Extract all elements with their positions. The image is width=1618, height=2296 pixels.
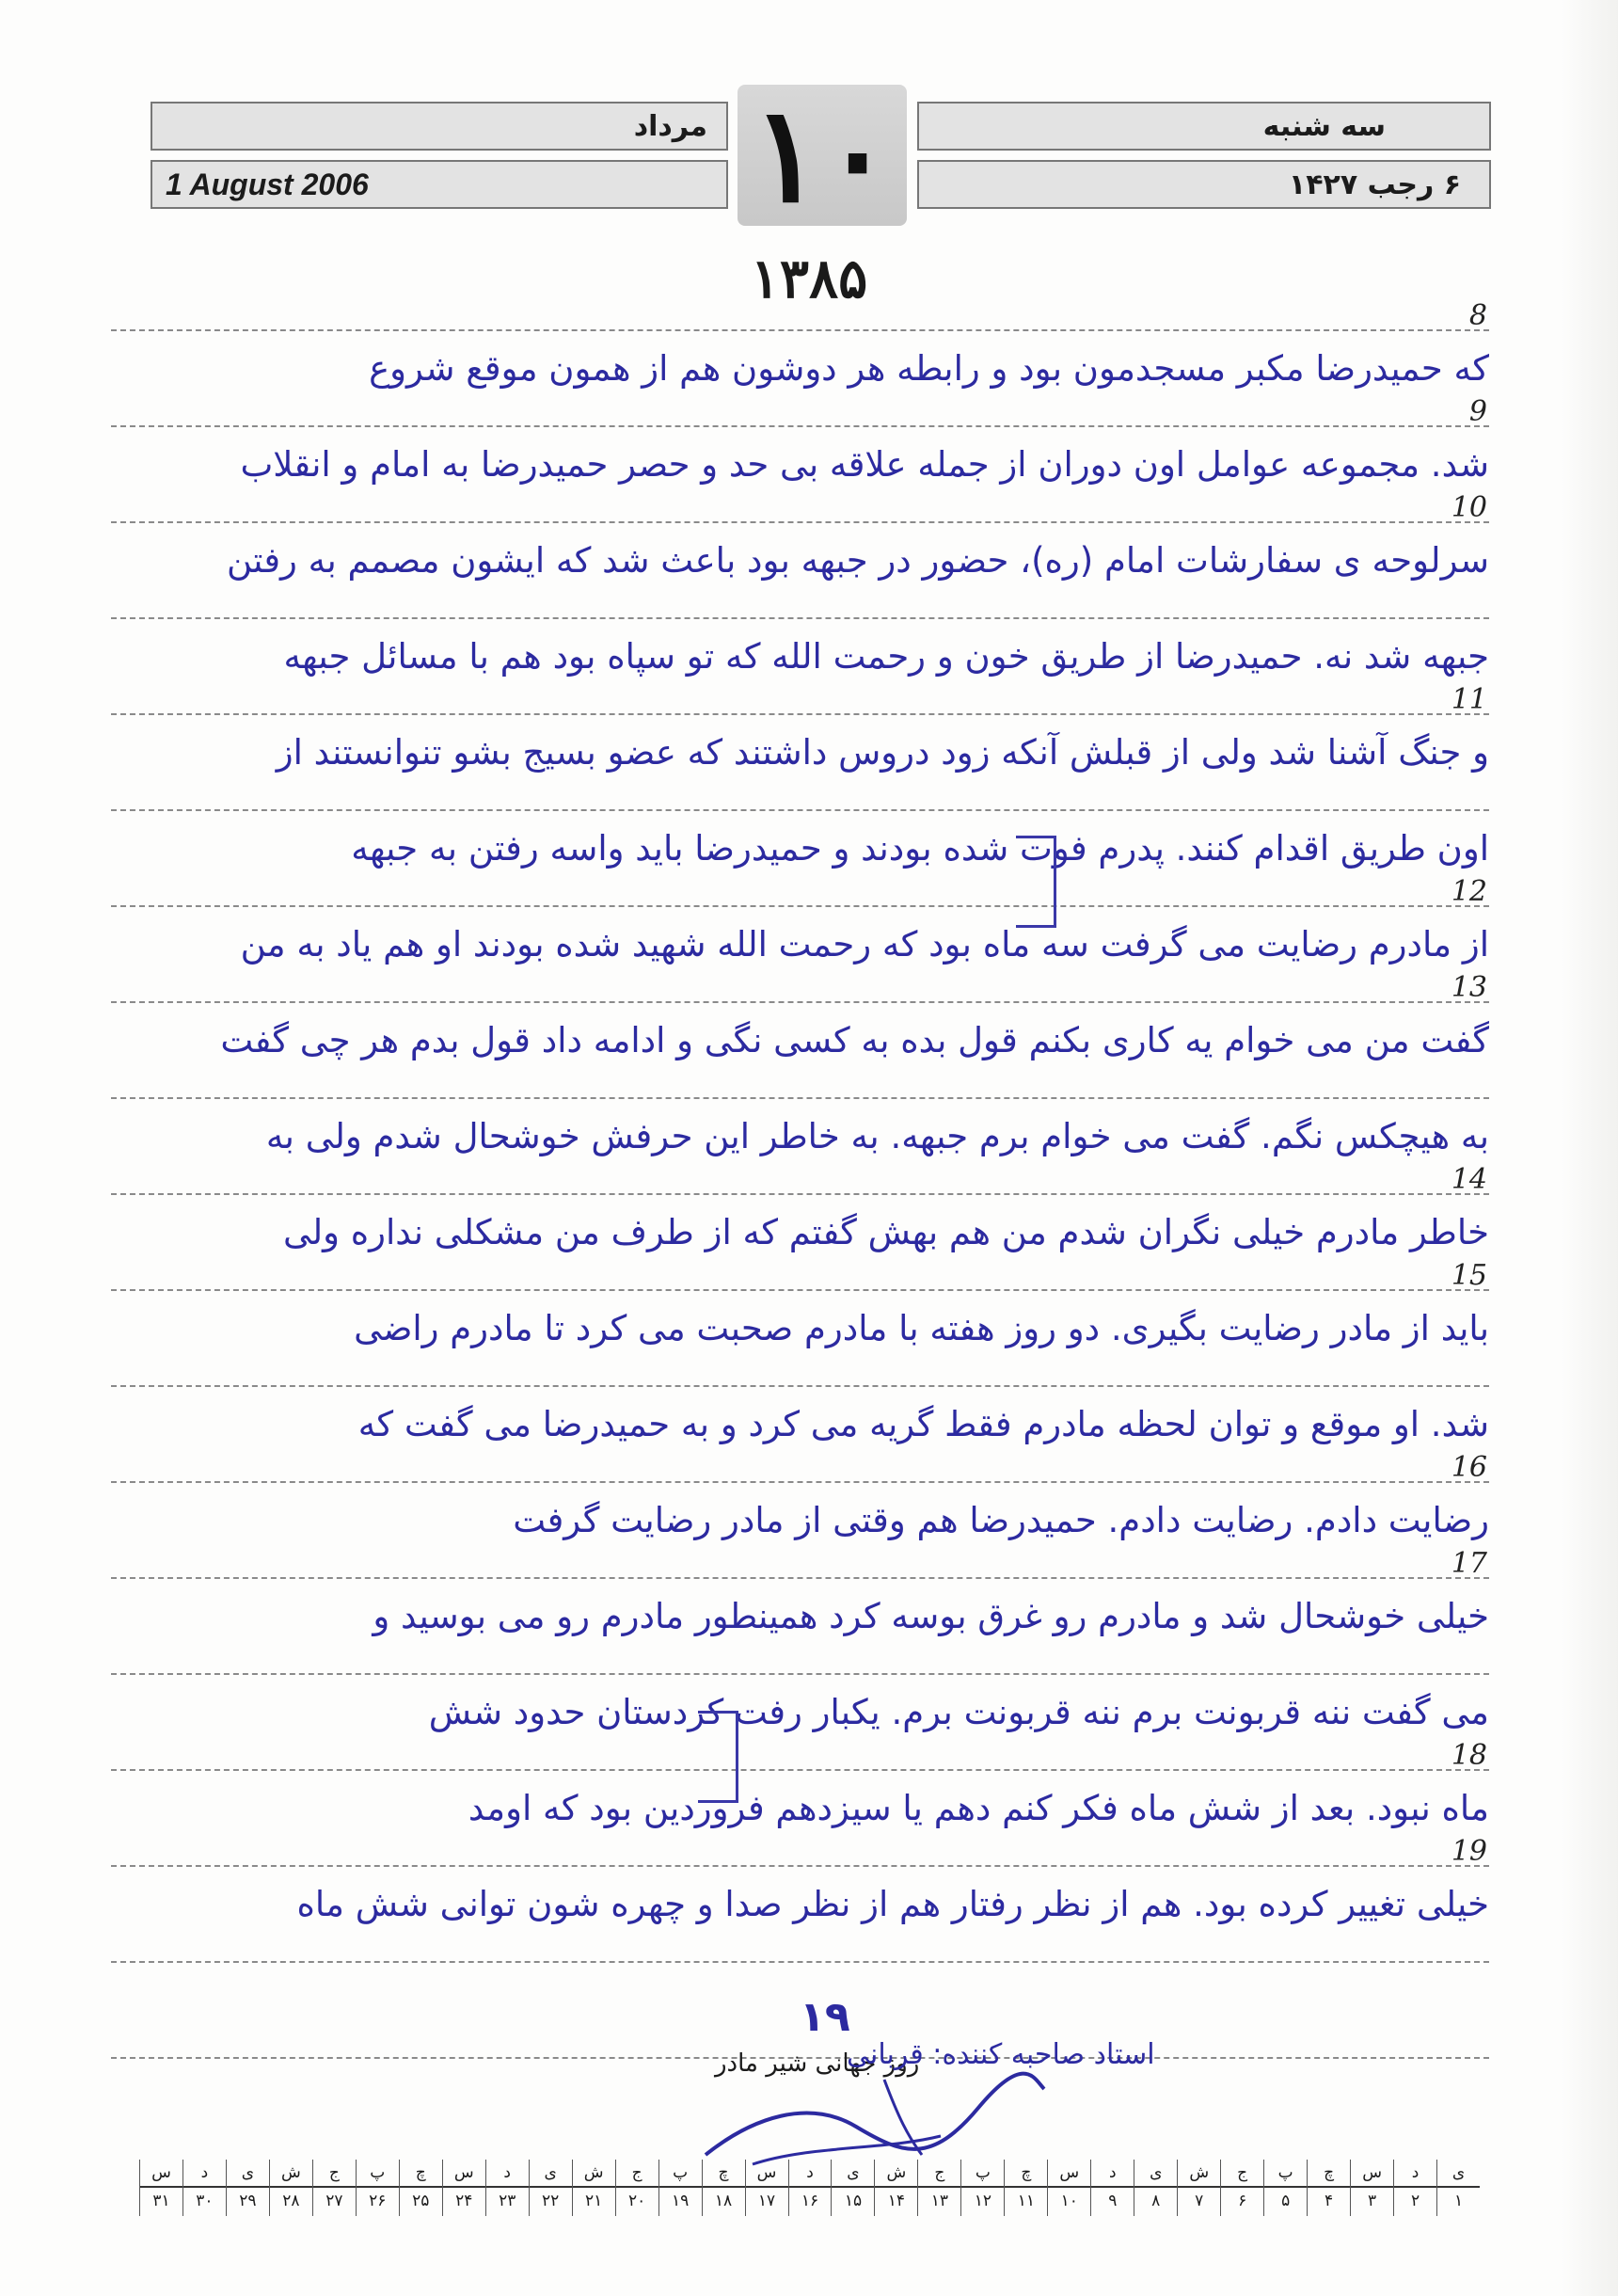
- line-number: 18: [1451, 1739, 1487, 1772]
- day-strip-weekday: د: [806, 2163, 814, 2182]
- ruled-line: [111, 1865, 1489, 1867]
- day-strip-day: ۲۶: [357, 2186, 399, 2214]
- day-strip-weekday: پ: [370, 2163, 386, 2182]
- day-strip-weekday: ی: [1150, 2163, 1163, 2182]
- day-strip-cell: [269, 2160, 312, 2216]
- handwritten-line: به هیچکس نگم. گفت می خوام برم جبهه. به خاطر این حرفش خوشحال شدم ولی به: [265, 1116, 1489, 1156]
- day-strip-weekday: پ: [975, 2163, 991, 2182]
- day-strip-day: ۸: [1134, 2186, 1177, 2214]
- ruled-line: [111, 1001, 1489, 1003]
- day-strip-day: ۱۶: [789, 2186, 832, 2214]
- hand-drawn-bracket: [698, 1711, 738, 1803]
- day-strip-cell: [356, 2160, 399, 2216]
- line-number: 11: [1451, 683, 1487, 716]
- handwritten-line: جبهه شد نه. حمیدرضا از طریق خون و رحمت الله که تو سپاه بود هم با مسائل جبهه: [283, 636, 1489, 677]
- weekday: سه شنبه: [1262, 109, 1386, 143]
- day-strip-day: ۳۰: [183, 2186, 226, 2214]
- day-strip-day: ۴: [1308, 2186, 1350, 2214]
- line-number: 17: [1451, 1547, 1487, 1580]
- line-number: 16: [1451, 1451, 1487, 1484]
- day-strip-cell: [658, 2160, 702, 2216]
- day-strip-day: ۱: [1437, 2186, 1480, 2214]
- ruled-line: [111, 1193, 1489, 1195]
- day-strip-day: ۱۸: [703, 2186, 745, 2214]
- day-strip-weekday: ش: [583, 2163, 604, 2182]
- day-strip-day: ۲۲: [530, 2186, 572, 2214]
- day-strip-weekday: ج: [1237, 2163, 1248, 2182]
- handwritten-line: سرلوحه ی سفارشات امام (ره)، حضور در جبهه بود باعث شد که ایشون مصمم به رفتن: [227, 540, 1489, 581]
- day-strip-day: ۲۵: [400, 2186, 442, 2214]
- day-strip-day: ۱۳: [918, 2186, 960, 2214]
- day-strip-weekday: ی: [544, 2163, 557, 2182]
- day-strip-weekday: د: [1411, 2163, 1420, 2182]
- ruled-line: [111, 617, 1489, 619]
- ruled-line: [111, 1577, 1489, 1579]
- ruled-writing-area: [111, 299, 1489, 1985]
- interviewer-signature-text: استاد صاحبه کننده: قربانی: [847, 2038, 1155, 2071]
- gregorian-date: 1 August 2006: [166, 167, 369, 201]
- handwritten-line: شد. مجموعه عوامل اون دوران از جمله علاقه بی حد و حصر حمیدرضا به امام و انقلاب: [240, 444, 1489, 485]
- day-strip-cell: [1436, 2160, 1480, 2216]
- handwritten-line: شد. او موقع و توان لحظه مادرم فقط گریه می کرد و به حمیدرضا می گفت که: [357, 1404, 1489, 1444]
- day-strip-weekday: د: [200, 2163, 209, 2182]
- day-strip-weekday: ی: [1451, 2163, 1466, 2182]
- handwritten-line: که حمیدرضا مکبر مسجدمون بود و رابطه هر دوشون هم از همون موقع شروع: [369, 348, 1489, 389]
- day-strip-cell: [874, 2160, 917, 2216]
- day-strip-weekday: س: [756, 2163, 777, 2182]
- day-strip-cell: [1350, 2160, 1393, 2216]
- day-strip-day: ۳: [1351, 2186, 1393, 2214]
- day-strip-day: ۲۷: [313, 2186, 356, 2214]
- day-strip-cell: [615, 2160, 658, 2216]
- day-strip-weekday: ش: [280, 2163, 301, 2182]
- ruled-line: [111, 1481, 1489, 1483]
- day-strip-day: ۱۴: [875, 2186, 917, 2214]
- handwritten-line: گفت من می خوام یه کاری بکنم قول بده به کسی نگی و ادامه داد قول بدم هر چی گفت: [220, 1020, 1489, 1060]
- line-number: 13: [1451, 971, 1487, 1004]
- day-strip-cell: [529, 2160, 572, 2216]
- day-number: ۱۰: [751, 78, 894, 232]
- day-strip-cell: [442, 2160, 485, 2216]
- line-number: 19: [1451, 1835, 1487, 1868]
- day-number-badge: [738, 78, 907, 232]
- ruled-line: [111, 809, 1489, 811]
- day-strip-cell: [960, 2160, 1004, 2216]
- day-strip-weekday: ش: [886, 2163, 907, 2182]
- day-strip-weekday: چ: [415, 2163, 426, 2182]
- handwritten-signature: [696, 2061, 1054, 2174]
- day-strip-cell: [399, 2160, 442, 2216]
- day-strip-cell: [226, 2160, 269, 2216]
- day-strip-weekday: چ: [718, 2163, 729, 2182]
- day-strip-day: ۲۳: [486, 2186, 529, 2214]
- weekday-box: [917, 102, 1491, 151]
- day-strip-day: ۵: [1264, 2186, 1307, 2214]
- day-strip-cell: [788, 2160, 832, 2216]
- ruled-line: [111, 1289, 1489, 1291]
- day-strip-cell: [1177, 2160, 1220, 2216]
- day-strip-day: ۳۱: [140, 2186, 182, 2214]
- day-strip-day: ۱۰: [1048, 2186, 1090, 2214]
- ruled-line: [111, 1769, 1489, 1771]
- day-strip-day: ۶: [1221, 2186, 1263, 2214]
- persian-month: مرداد: [633, 109, 707, 143]
- handwritten-line: خیلی خوشحال شد و مادرم رو غرق بوسه کرد همینطور مادرم رو می بوسید و: [373, 1596, 1489, 1636]
- day-strip-cell: [1134, 2160, 1177, 2216]
- line-number: 9: [1468, 395, 1487, 428]
- day-strip-cell: [702, 2160, 745, 2216]
- day-strip-weekday: س: [1059, 2163, 1080, 2182]
- ruled-line: [111, 1097, 1489, 1099]
- hijri-date-box: [917, 160, 1491, 209]
- day-strip-day: ۱۹: [659, 2186, 702, 2214]
- handwritten-line: باید از مادر رضایت بگیری. دو روز هفته با مادرم صحبت می کرد تا مادرم راضی: [354, 1308, 1489, 1348]
- ruled-line: [111, 521, 1489, 523]
- day-strip-day: ۲۹: [227, 2186, 269, 2214]
- handwritten-line: اون طریق اقدام کنند. پدرم فوت شده بودند و حمیدرضا باید واسه رفتن به جبهه: [351, 828, 1489, 869]
- day-strip-cell: [745, 2160, 788, 2216]
- day-strip-weekday: س: [453, 2163, 474, 2182]
- day-strip-day: ۲۰: [616, 2186, 658, 2214]
- day-strip-weekday: ی: [241, 2163, 255, 2182]
- ruled-line: [111, 1385, 1489, 1387]
- day-strip-weekday: د: [503, 2163, 511, 2182]
- ruled-line: [111, 713, 1489, 715]
- persian-month-box: [151, 102, 728, 151]
- hijri-date: ۶ رجب ۱۴۲۷: [1288, 167, 1461, 201]
- page-edge-shadow: [1562, 0, 1618, 2296]
- day-strip-cell: [182, 2160, 226, 2216]
- day-strip-weekday: ج: [328, 2163, 340, 2182]
- day-strip-cell: [917, 2160, 960, 2216]
- day-strip-day: ۱۵: [832, 2186, 874, 2214]
- day-strip-day: ۲۴: [443, 2186, 485, 2214]
- day-strip-day: ۲۱: [573, 2186, 615, 2214]
- day-strip-cell: [139, 2160, 182, 2216]
- day-strip-cell: [1047, 2160, 1090, 2216]
- day-strip-day: ۹: [1091, 2186, 1134, 2214]
- ruled-line: [111, 905, 1489, 907]
- month-day-strip: [139, 2160, 1480, 2216]
- day-strip-cell: [1090, 2160, 1134, 2216]
- handwritten-line: خیلی تغییر کرده بود. هم از نظر رفتار هم از نظر صدا و چهره شون توانی شش ماه: [296, 1884, 1489, 1924]
- ruled-line: [111, 329, 1489, 331]
- day-strip-cell: [1393, 2160, 1436, 2216]
- day-strip-day: ۱۷: [746, 2186, 788, 2214]
- day-strip-day: ۲۸: [270, 2186, 312, 2214]
- day-strip-day: ۷: [1178, 2186, 1220, 2214]
- hand-drawn-bracket: [1016, 836, 1056, 928]
- ruled-line: [111, 425, 1489, 427]
- day-strip-cell: [572, 2160, 615, 2216]
- page-number: ۱۹: [800, 1993, 850, 2041]
- line-number: 8: [1468, 299, 1487, 332]
- day-strip-cell: [1263, 2160, 1307, 2216]
- day-strip-weekday: ج: [631, 2163, 642, 2182]
- day-strip-cell: [485, 2160, 529, 2216]
- footer-caption: روز جهانی شیر مادر: [715, 2049, 920, 2078]
- day-strip-cell: [1004, 2160, 1047, 2216]
- day-strip-weekday: د: [1108, 2163, 1117, 2182]
- handwritten-line: می گفت ننه قربونت برم ننه قربونت برم. یکبار رفت کردستان حدود شش: [428, 1692, 1489, 1732]
- day-strip-weekday: ش: [1189, 2163, 1210, 2182]
- day-strip-weekday: س: [151, 2163, 171, 2182]
- day-strip-weekday: س: [1362, 2163, 1382, 2182]
- ruled-line: [111, 1961, 1489, 1963]
- day-strip-weekday: ج: [934, 2163, 945, 2182]
- handwritten-line: ماه نبود. بعد از شش ماه فکر کنم دهم یا سیزدهم فروردین بود که اومد: [468, 1788, 1489, 1828]
- line-number: 15: [1451, 1259, 1487, 1292]
- gregorian-date-box: [151, 160, 728, 209]
- persian-year: ۱۳۸۵: [750, 247, 868, 311]
- day-strip-weekday: ی: [847, 2163, 860, 2182]
- handwritten-line: از مادرم رضایت می گرفت سه ماه بود که رحمت الله شهید شده بودند او هم یاد به من: [240, 924, 1489, 965]
- handwritten-line: و جنگ آشنا شد ولی از قبلش آنکه زود دروس داشتند که عضو بسیج بشو تنوانستند از: [276, 732, 1489, 773]
- ruled-line: [111, 1673, 1489, 1675]
- day-strip-day: ۱۲: [961, 2186, 1004, 2214]
- day-strip-cell: [1307, 2160, 1350, 2216]
- day-strip-weekday: پ: [673, 2163, 689, 2182]
- day-strip-weekday: چ: [1021, 2163, 1032, 2182]
- day-strip-weekday: پ: [1277, 2163, 1293, 2182]
- line-number: 14: [1451, 1163, 1487, 1196]
- handwritten-line: رضایت دادم. رضایت دادم. حمیدرضا هم وقتی از مادر رضایت گرفت: [513, 1500, 1489, 1540]
- day-strip-cell: [312, 2160, 356, 2216]
- day-strip-day: ۲: [1394, 2186, 1436, 2214]
- line-number: 10: [1451, 491, 1487, 524]
- handwritten-line: خاطر مادرم خیلی نگران شدم من هم بهش گفتم که از طرف من مشکلی نداره ولی: [283, 1212, 1489, 1252]
- line-number: 12: [1451, 875, 1487, 908]
- day-strip-day: ۱۱: [1005, 2186, 1047, 2214]
- day-strip-cell: [1220, 2160, 1263, 2216]
- day-strip-weekday: چ: [1324, 2163, 1335, 2182]
- day-strip-cell: [831, 2160, 874, 2216]
